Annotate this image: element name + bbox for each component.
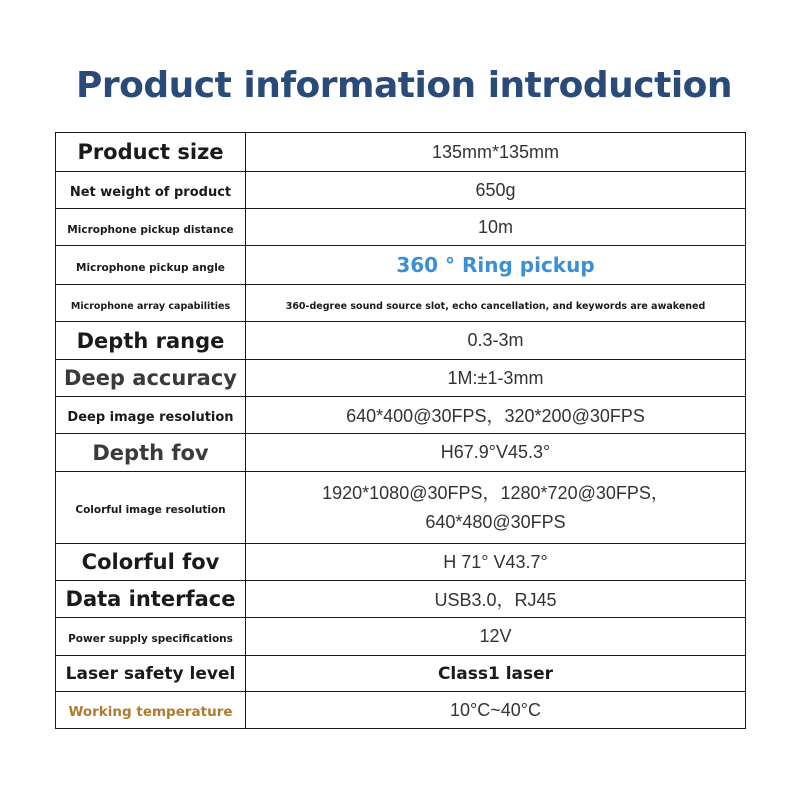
spec-value: Class1 laser	[437, 663, 554, 684]
spec-value: 0.3-3m	[467, 330, 524, 350]
row-label-cell	[56, 434, 246, 472]
row-value-cell	[246, 472, 746, 544]
row-value-cell	[246, 209, 746, 246]
row-value-cell	[246, 172, 746, 209]
spec-label: Colorful fov	[81, 550, 220, 574]
table-row	[56, 581, 746, 618]
spec-label: Laser safety level	[65, 663, 236, 684]
table-row	[56, 209, 746, 246]
spec-value: 135mm*135mm	[431, 141, 560, 162]
spec-value-highlight: 360 ° Ring pickup	[396, 253, 595, 277]
spec-value: 12V	[479, 626, 512, 646]
row-label-cell	[56, 397, 246, 434]
table-row	[56, 397, 746, 434]
row-label-cell	[56, 692, 246, 729]
table-row	[56, 360, 746, 397]
table-row	[56, 618, 746, 656]
spec-label: Deep image resolution	[67, 409, 234, 425]
row-value-cell	[246, 285, 746, 322]
page-title: Product information introduction	[76, 65, 733, 106]
table-row	[56, 172, 746, 209]
row-label-cell	[56, 618, 246, 656]
row-value-cell	[246, 692, 746, 729]
table-row	[56, 285, 746, 322]
row-label-cell	[56, 581, 246, 618]
spec-value-line: 1920*1080@30FPS，1280*720@30FPS，	[322, 482, 669, 503]
row-label-cell	[56, 360, 246, 397]
spec-label: Microphone array capabilities	[70, 300, 231, 312]
table-row	[56, 133, 746, 172]
row-label-cell	[56, 472, 246, 544]
spec-label: Microphone pickup angle	[76, 261, 225, 274]
spec-label: Power supply specifications	[68, 633, 233, 645]
row-label-cell	[56, 172, 246, 209]
spec-label: Colorful image resolution	[75, 504, 226, 516]
spec-table	[55, 132, 746, 729]
row-value-cell	[246, 618, 746, 656]
row-label-cell	[56, 133, 246, 172]
row-label-cell	[56, 544, 246, 581]
row-value-cell	[246, 581, 746, 618]
row-label-cell	[56, 209, 246, 246]
table-row	[56, 692, 746, 729]
spec-value: 650g	[475, 179, 516, 200]
spec-label: Data interface	[65, 587, 236, 611]
spec-label: Deep accuracy	[64, 366, 237, 390]
row-value-cell	[246, 322, 746, 360]
row-value-cell	[246, 434, 746, 472]
table-row	[56, 322, 746, 360]
spec-value-line: 640*480@30FPS	[425, 511, 566, 532]
spec-value: 360-degree sound source slot, echo cancellation, and keywords are awakened	[285, 300, 706, 312]
spec-value: H67.9°V45.3°	[440, 442, 551, 462]
spec-label: Depth fov	[92, 440, 209, 465]
row-value-cell	[246, 656, 746, 692]
spec-label: Net weight of product	[69, 184, 232, 200]
table-row	[56, 544, 746, 581]
spec-value: 10m	[477, 216, 513, 237]
row-value-cell	[246, 246, 746, 285]
spec-label: Product size	[77, 140, 224, 164]
spec-value: 10°C~40°C	[450, 699, 541, 720]
spec-value	[246, 479, 745, 537]
table-row	[56, 656, 746, 692]
row-label-cell	[56, 656, 246, 692]
row-value-cell	[246, 397, 746, 434]
table-row	[56, 472, 746, 544]
row-value-cell	[246, 544, 746, 581]
spec-value: 640*400@30FPS，320*200@30FPS	[346, 406, 645, 426]
table-row	[56, 246, 746, 285]
spec-value: 1M:±1-3mm	[447, 367, 544, 388]
row-value-cell	[246, 133, 746, 172]
spec-label-highlight: Working temperature	[68, 703, 233, 720]
table-row	[56, 434, 746, 472]
spec-label: Microphone pickup distance	[67, 223, 234, 236]
row-value-cell	[246, 360, 746, 397]
spec-value: USB3.0，RJ45	[434, 590, 557, 610]
row-label-cell	[56, 246, 246, 285]
row-label-cell	[56, 285, 246, 322]
spec-value: H 71° V43.7°	[443, 551, 548, 572]
spec-label: Depth range	[76, 328, 225, 353]
row-label-cell	[56, 322, 246, 360]
